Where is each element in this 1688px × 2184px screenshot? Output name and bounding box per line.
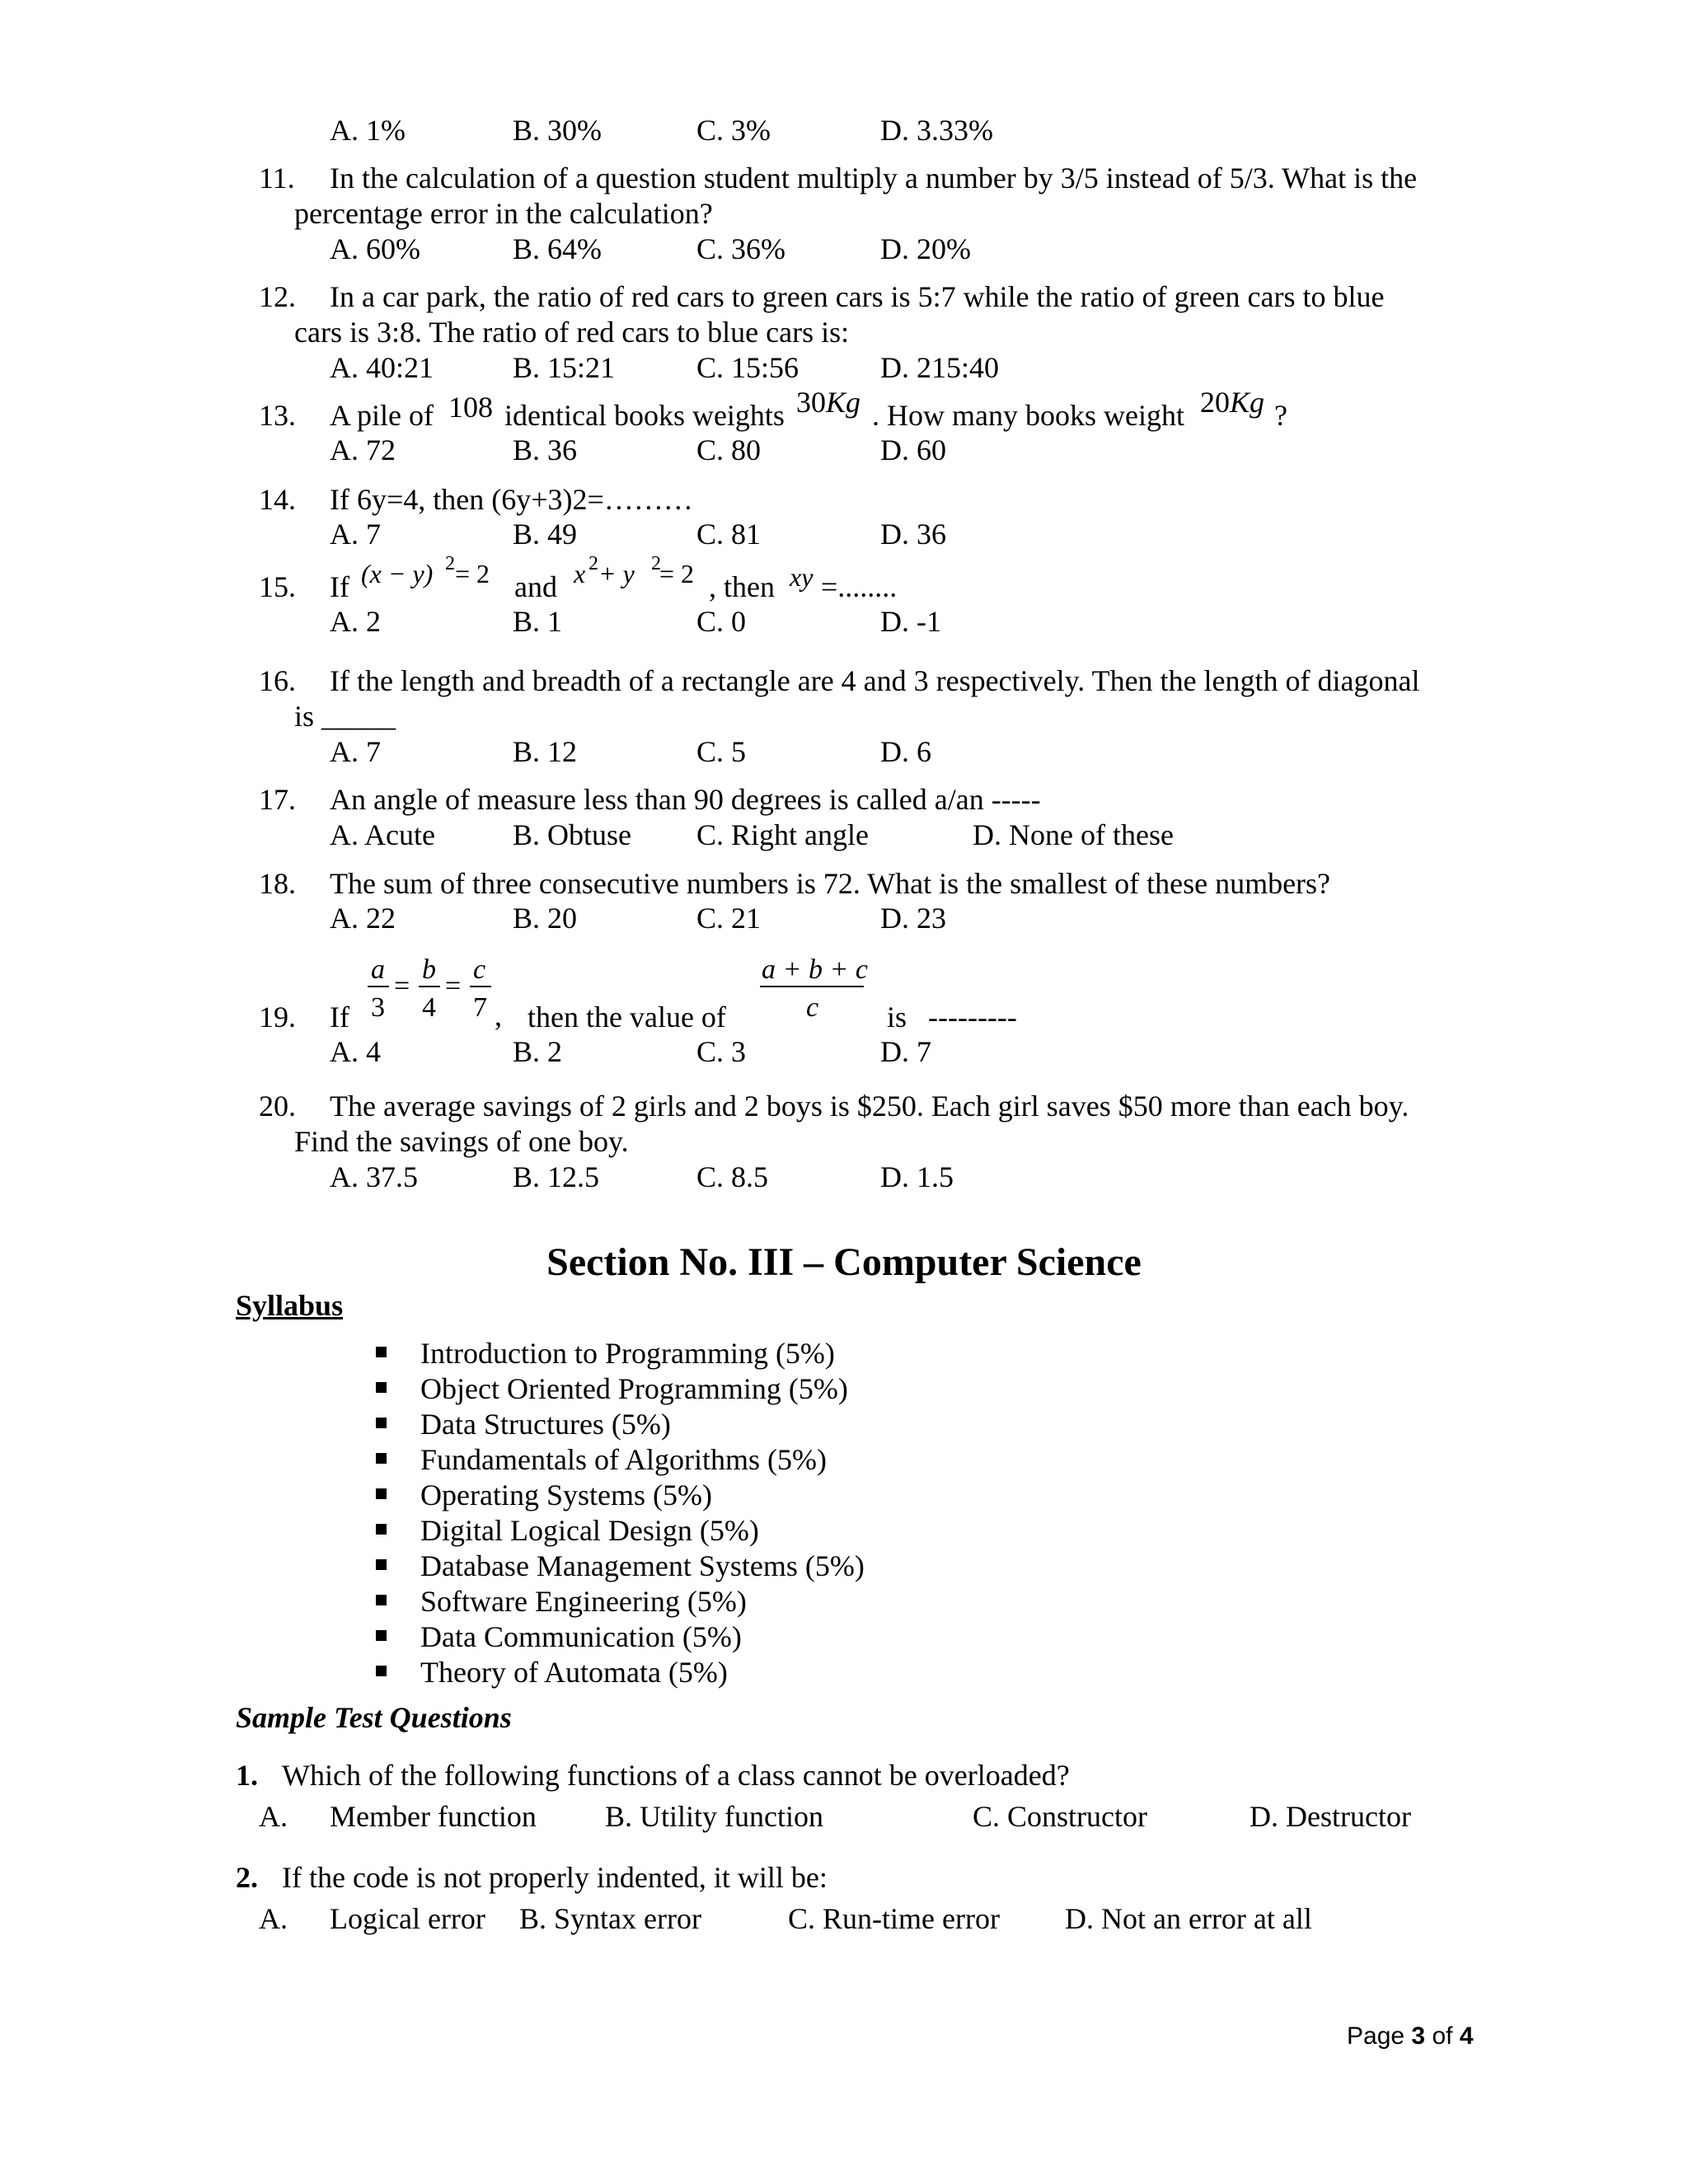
math-number: 20 [1200,386,1230,419]
question-text: and [514,570,557,603]
option-a: A. 60% [330,232,420,265]
page-number [1347,2024,1474,2049]
question-text: If the code is not properly indented, it will be: [282,1861,828,1894]
question-number: 13. [259,399,296,432]
question-number: 14. [259,483,296,516]
math-unit: Kg [826,386,861,419]
option-d: D. 60 [880,434,946,466]
bullet-icon [376,1630,387,1641]
question-text: The sum of three consecutive numbers is 72. What is the smallest of these numbers? [330,867,1331,900]
math-exponent: 2 [445,553,455,574]
list-item: Database Management Systems (5%) [420,1549,865,1582]
option-b: B. 2 [513,1035,563,1068]
question-text-cont: Find the savings of one boy. [294,1125,629,1158]
math-unit: Kg [1230,386,1265,419]
fraction-bar [368,986,389,987]
fraction-numerator: a [371,954,385,985]
question-number: 15. [259,570,296,603]
math-expression: (x − y) [361,559,434,588]
option-c: C. 21 [696,902,762,935]
math-expression: x [574,559,586,588]
option-d: D. 36 [880,518,946,551]
option-a: A. 7 [330,518,381,551]
option-d: D. Not an error at all [1065,1902,1312,1935]
math-exponent: 2 [588,553,598,574]
bullet-icon [376,1347,387,1357]
option-a: A. 4 [330,1035,381,1068]
question-text: , then [709,570,775,603]
equals-sign: = [394,971,410,1001]
list-item: Data Structures (5%) [420,1408,671,1441]
fraction-denominator: c [806,992,819,1023]
option-b: B. Obtuse [513,818,631,851]
page-total: 4 [1459,2022,1474,2050]
section-title: Section No. III – Computer Science [546,1240,1142,1284]
option-a: A. 7 [330,735,381,768]
option-c: C. Run-time error [788,1902,1000,1935]
option-d: D. 23 [880,902,946,935]
option-a-label: A. [259,1902,288,1935]
fraction-numerator: b [422,954,436,985]
page-current: 3 [1411,2022,1426,2050]
option-d: D. 215:40 [880,351,999,384]
bullet-icon [376,1559,387,1570]
option-b: B. 36 [513,434,578,466]
bullet-icon [376,1382,387,1393]
option-b: B. 30% [513,114,602,147]
option-a: A. 72 [330,434,396,466]
option-d: D. None of these [973,818,1174,851]
list-item: Digital Logical Design (5%) [420,1514,759,1547]
question-number: 11. [259,162,295,194]
option-d: D. 1.5 [880,1160,954,1193]
page-of: of [1432,2022,1453,2050]
list-item: Fundamentals of Algorithms (5%) [420,1443,827,1476]
option-b: B. Utility function [605,1800,823,1833]
question-number: 1. [236,1759,258,1792]
list-item: Object Oriented Programming (5%) [420,1372,848,1405]
option-a: Member function [330,1800,537,1833]
question-text-cont: percentage error in the calculation? [294,197,713,230]
option-a: A. 1% [330,114,406,147]
fraction-bar [760,986,864,987]
question-text: In the calculation of a question student multiply a number by 3/5 instead of 5/3. What is the [330,162,1418,194]
question-text: A pile of [330,399,434,432]
option-b: B. 15:21 [513,351,616,384]
equals-sign: = [445,971,462,1001]
math-expression: + y [598,559,635,588]
option-b: B. 64% [513,232,602,265]
math-exponent: 2 [651,553,661,574]
fraction-bar [470,986,491,987]
option-b: B. 20 [513,902,578,935]
option-a: A. 22 [330,902,396,935]
option-a-label: A. [259,1800,288,1833]
fraction-numerator: a + b + c [762,954,868,985]
sample-questions-heading: Sample Test Questions [236,1701,512,1734]
option-b: B. 49 [513,518,578,551]
option-c: C. 0 [696,605,747,638]
option-d: D. 6 [880,735,931,768]
list-item: Software Engineering (5%) [420,1585,747,1618]
question-number: 20. [259,1090,296,1122]
option-a: A. 2 [330,605,381,638]
option-c: C. 36% [696,232,785,265]
option-a: Logical error [330,1902,485,1935]
bullet-icon [376,1453,387,1464]
question-text: If the length and breadth of a rectangle are 4 and 3 respectively. Then the length of diagonal [330,664,1420,697]
option-c: C. 8.5 [696,1160,769,1193]
syllabus-heading: Syllabus [236,1289,344,1322]
math-expression: = 2 [659,559,695,588]
bullet-icon [376,1595,387,1605]
option-d: D. 20% [880,232,971,265]
question-number: 16. [259,664,296,697]
option-b: B. 1 [513,605,563,638]
question-text: identical books weights [504,399,785,432]
option-c: C. Right angle [696,818,869,851]
comma: , [495,999,502,1032]
option-b: B. 12 [513,735,578,768]
option-a: A. 37.5 [330,1160,418,1193]
question-text: If [330,570,349,603]
question-text: The average savings of 2 girls and 2 boys is $250. Each girl saves $50 more than each boy. [330,1090,1409,1122]
option-c: C. 15:56 [696,351,799,384]
option-a: A. 40:21 [330,351,434,384]
option-c: C. Constructor [973,1800,1147,1833]
math-expression: = 2 [455,559,490,588]
question-text: If 6y=4, then (6y+3)2=……… [330,483,693,516]
fraction-denominator: 7 [473,992,487,1023]
answer-blank: --------- [928,1001,1017,1033]
option-d: D. 7 [880,1035,931,1068]
page-label: Page [1347,2022,1405,2050]
math-expression: xy [790,562,814,592]
option-b: B. Syntax error [519,1902,701,1935]
question-text-cont: cars is 3:8. The ratio of red cars to blue cars is: [294,316,850,349]
fraction-denominator: 4 [422,992,436,1023]
option-d: D. 3.33% [880,114,993,147]
list-item: Data Communication (5%) [420,1620,742,1653]
list-item: Theory of Automata (5%) [420,1656,728,1689]
question-text: Which of the following functions of a class cannot be overloaded? [282,1759,1070,1792]
fraction-bar [419,986,440,987]
question-text: ? [1274,399,1287,432]
question-number: 17. [259,783,296,816]
question-text: An angle of measure less than 90 degrees is called a/an ----- [330,783,1041,816]
fraction-denominator: 3 [371,992,385,1023]
option-c: C. 3 [696,1035,747,1068]
option-d: D. Destructor [1250,1800,1411,1833]
question-number: 12. [259,280,296,313]
question-text: If [330,1001,349,1033]
question-number: 19. [259,1001,296,1033]
question-number: 18. [259,867,296,900]
question-text: In a car park, the ratio of red cars to green cars is 5:7 while the ratio of green cars to blue [330,280,1385,313]
option-c: C. 3% [696,114,771,147]
math-number: 108 [448,391,493,424]
bullet-icon [376,1524,387,1535]
option-a: A. Acute [330,818,435,851]
question-text: . How many books weight [872,399,1184,432]
question-text: =........ [821,570,898,603]
question-text: is [887,1001,907,1033]
list-item: Introduction to Programming (5%) [420,1337,835,1370]
question-text: then the value of [528,1001,726,1033]
fraction-numerator: c [473,954,486,985]
bullet-icon [376,1418,387,1428]
bullet-icon [376,1666,387,1676]
option-b: B. 12.5 [513,1160,600,1193]
list-item: Operating Systems (5%) [420,1479,712,1511]
question-number: 2. [236,1861,258,1894]
math-number: 30 [796,386,826,419]
option-c: C. 80 [696,434,762,466]
question-text-cont: is _____ [294,700,396,733]
bullet-icon [376,1488,387,1499]
option-d: D. -1 [880,605,941,638]
option-c: C. 5 [696,735,747,768]
option-c: C. 81 [696,518,762,551]
